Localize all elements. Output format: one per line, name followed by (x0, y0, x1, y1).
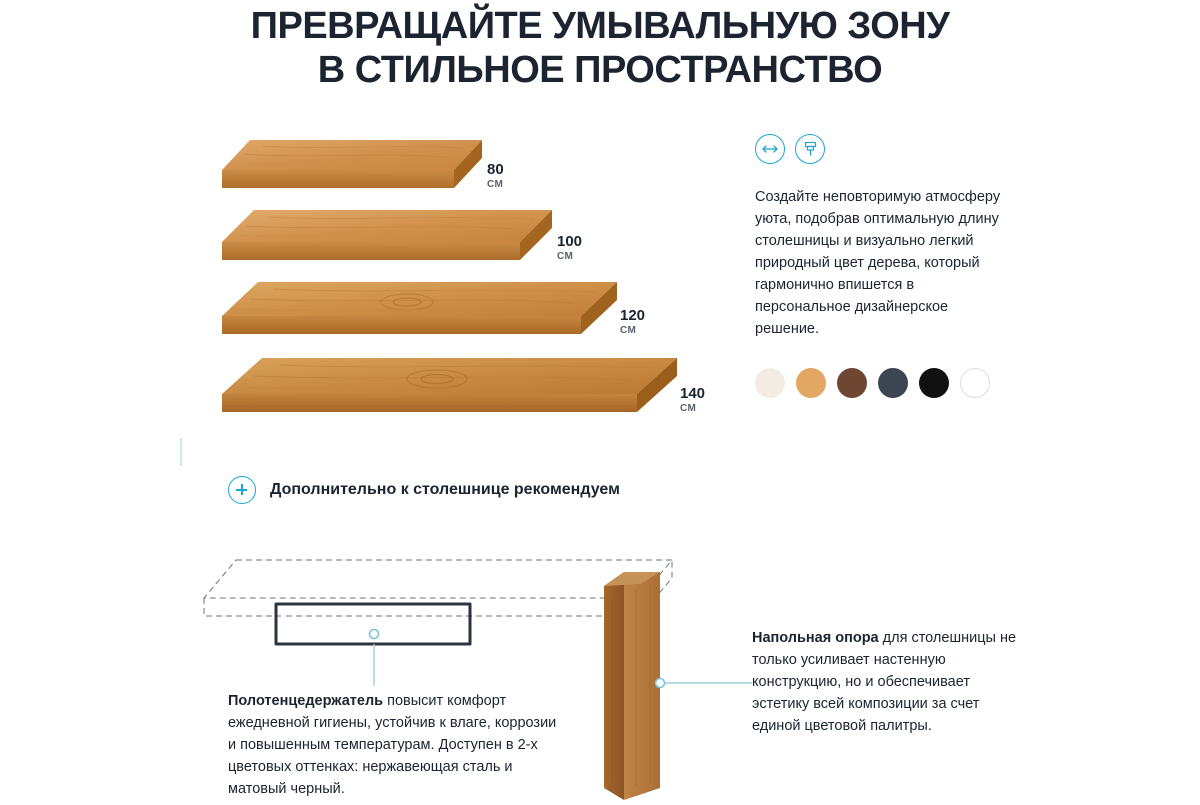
board-row-80 (222, 140, 742, 220)
swatch-oak[interactable] (796, 368, 826, 398)
wood-board-140 (222, 358, 677, 430)
callout-floor-support (752, 627, 1027, 737)
callout-floor-support-text: для столешницы не только усиливает настенную конструкцию, но и обеспечивает эстетику всей композиции за счет единой цветовой палитры. (752, 630, 1017, 735)
swatch-white[interactable] (960, 368, 990, 398)
wood-board-100 (222, 210, 552, 276)
callout-towel-holder-text: повысит комфорт ежедневной гигиены, устойчив к влаге, коррозии и повышенным температурам. Доступен в 2-х цветовых оттенках: нержавеющая сталь и матовый черный. (228, 693, 557, 798)
board-label-100: 100 СМ (557, 233, 583, 262)
callout-towel-holder (228, 690, 558, 800)
wood-board-80 (222, 140, 482, 204)
board-label-120: 120 СМ (620, 307, 646, 336)
recommend-label: Дополнительно к столешнице рекомендуем (270, 481, 620, 498)
board-row-100 (222, 210, 742, 290)
countertop-size-diagram (0, 120, 740, 450)
swatch-walnut[interactable] (837, 368, 867, 398)
recommend-row (228, 476, 620, 504)
page-title (0, 4, 1200, 92)
page-title-line-1: ПРЕВРАЩАЙТЕ УМЫВАЛЬНУЮ ЗОНУ (250, 5, 950, 47)
right-description: Создайте неповторимую атмосферу уюта, подобрав оптимальную длину столешницы и визуально легкий природный цвет дерева, который гармонично впишется в персональное дизайнерское решение. (755, 189, 1001, 338)
right-info-column (755, 134, 1025, 398)
color-swatches (755, 368, 1025, 398)
page-title-line-2: В СТИЛЬНОЕ ПРОСТРАНСТВО (317, 49, 883, 92)
plus-icon (228, 476, 256, 504)
measure-tick (180, 438, 182, 466)
wood-board-120 (222, 282, 617, 352)
swatch-cream[interactable] (755, 368, 785, 398)
paint-brush-icon (795, 134, 825, 164)
feature-icons (755, 134, 1025, 164)
swatch-graphite[interactable] (878, 368, 908, 398)
arrows-horizontal-icon (755, 134, 785, 164)
callout-floor-support-title: Напольная опора (752, 630, 879, 646)
callout-towel-holder-title: Полотенцедержатель (228, 693, 384, 709)
swatch-black[interactable] (919, 368, 949, 398)
board-label-80: 80 СМ (487, 161, 504, 190)
board-label-140: 140 СМ (680, 385, 706, 414)
board-row-120 (222, 282, 742, 362)
board-row-140 (222, 358, 742, 438)
